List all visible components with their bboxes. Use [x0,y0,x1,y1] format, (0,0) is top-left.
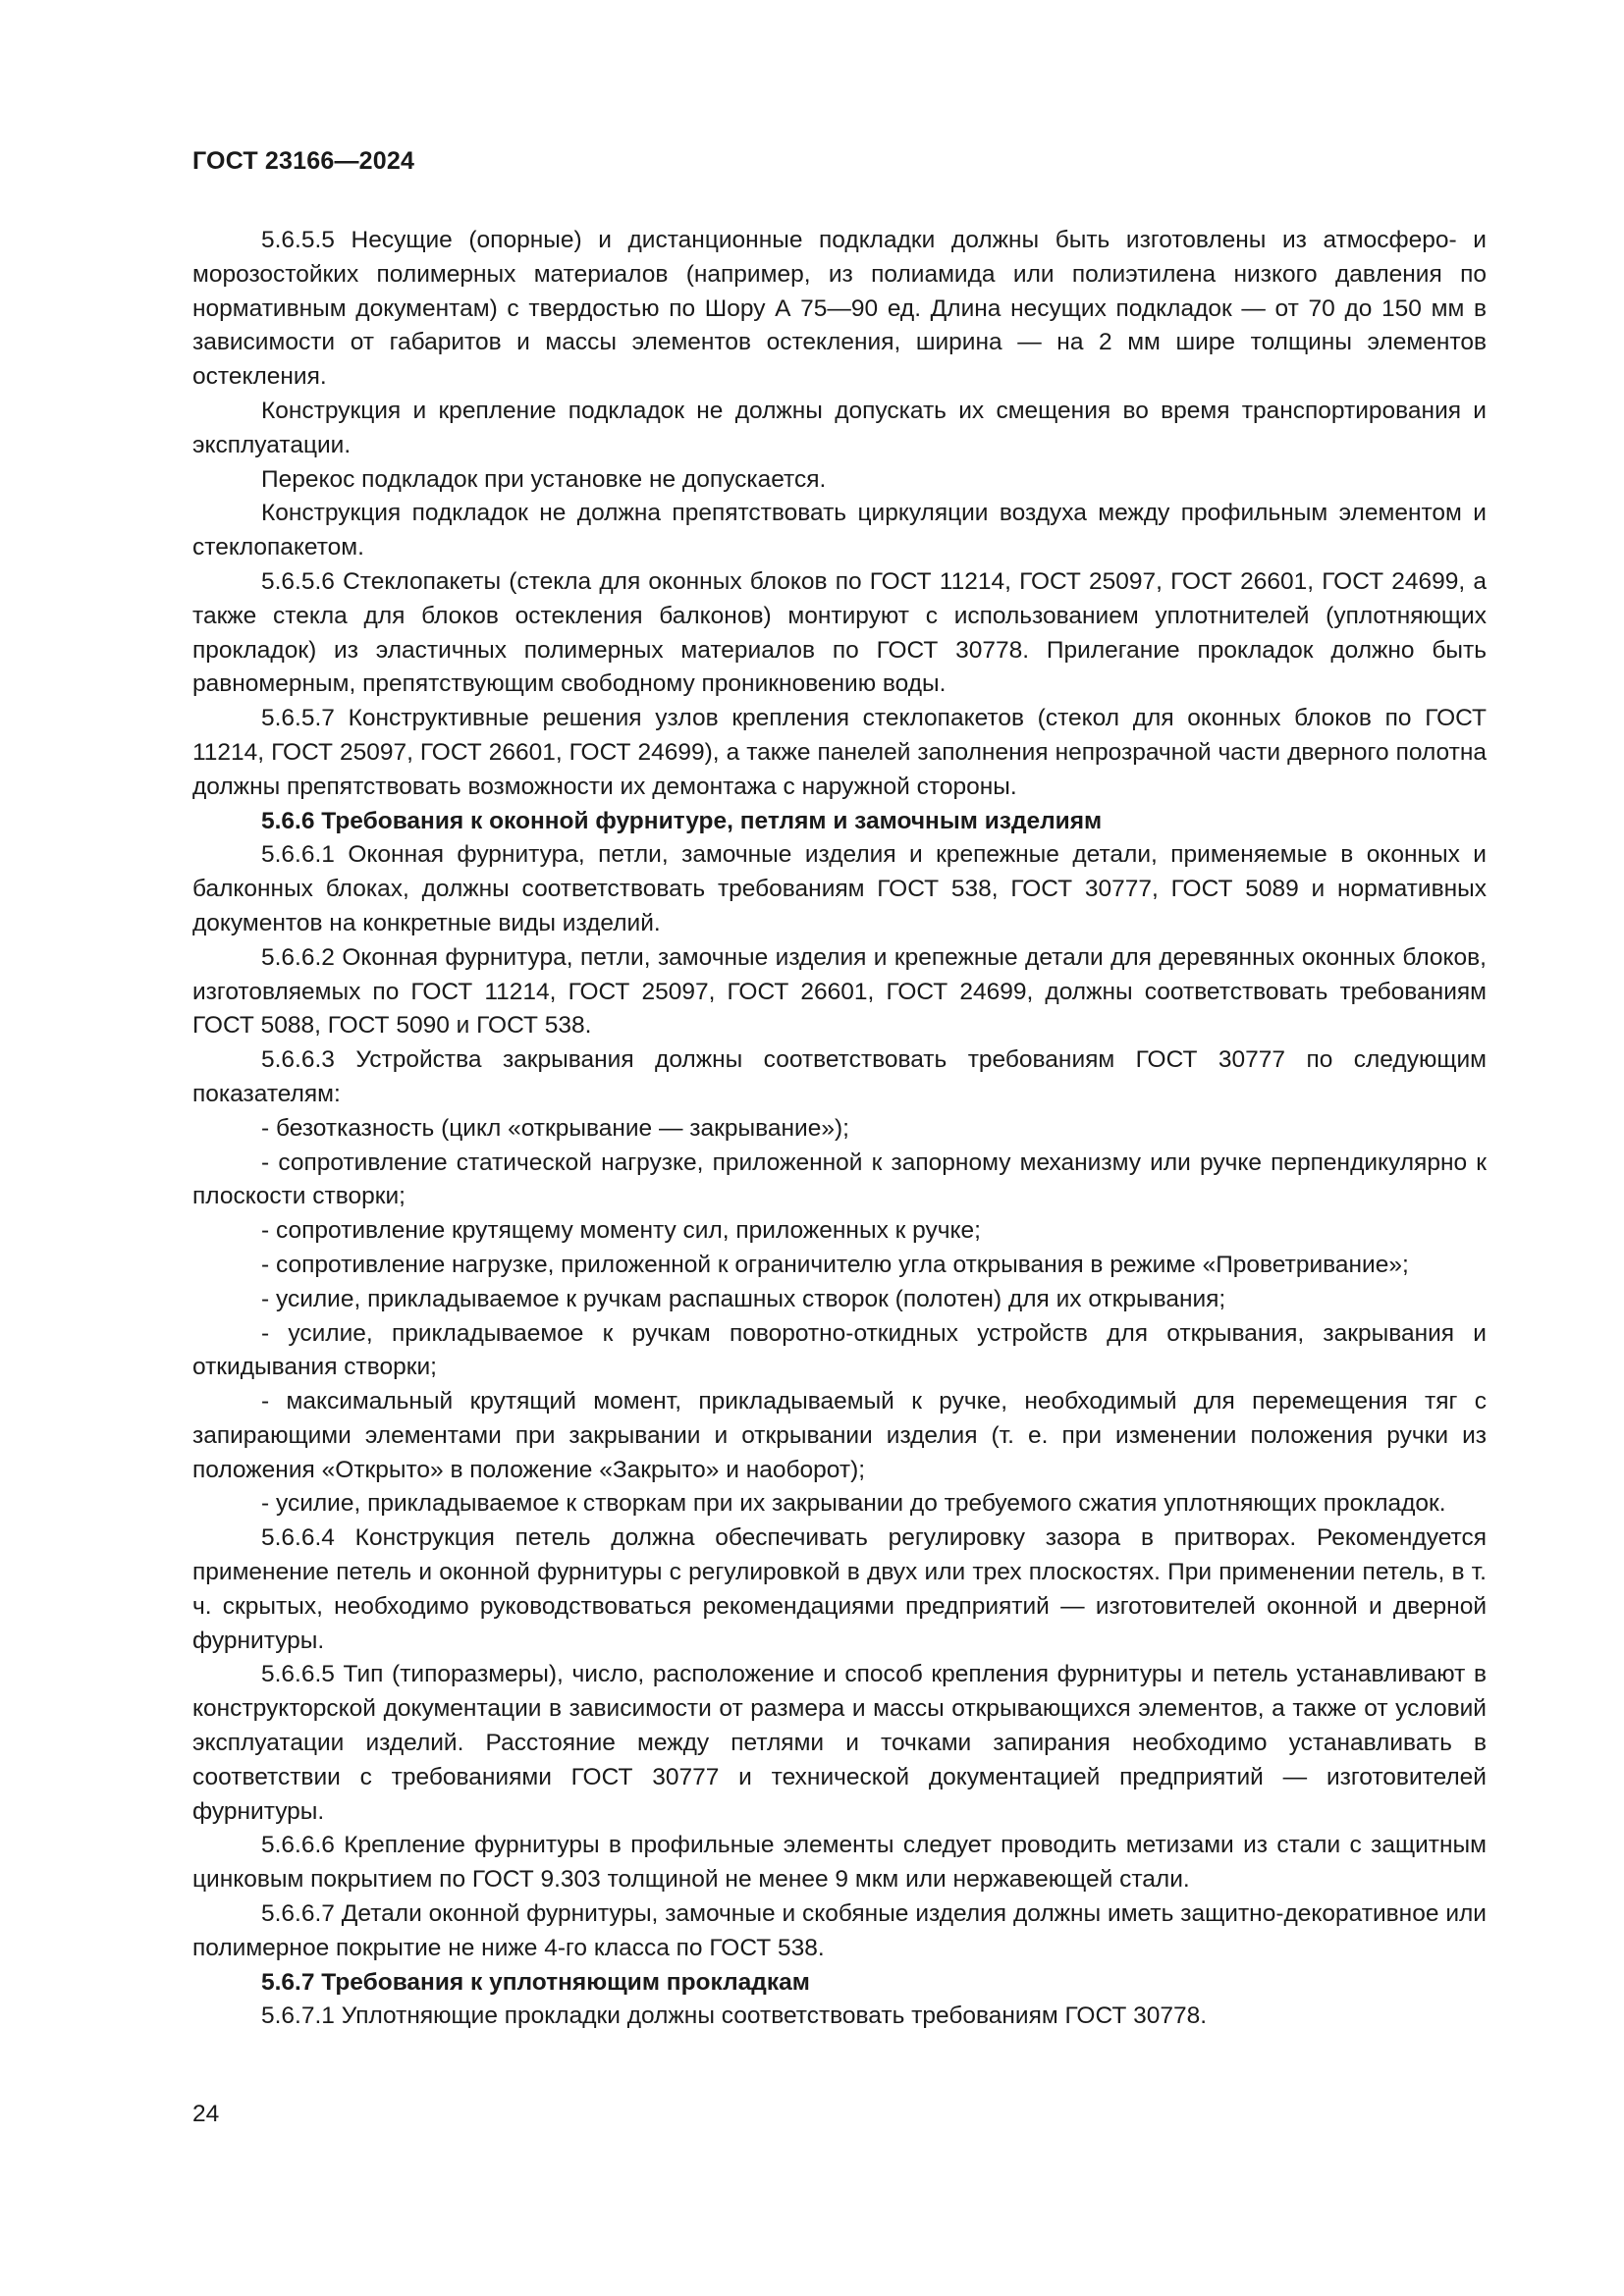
list-item: - сопротивление статической нагрузке, приложенной к запорному механизму или ручке перпендикулярно к плоскости створки; [192,1148,1487,1210]
paragraph-support-skew: Перекос подкладок при установке не допускается. [261,465,827,493]
paragraph-5-6-6-4: 5.6.6.4 Конструкция петель должна обеспечивать регулировку зазора в притворах. Рекомендуется применение петель и оконной фурнитуры с регулировкой в двух или трех плоскостях. При применении петель, в т. ч. скрытых, необходимо руководствоваться рекомендациями предприятий — изготовителей оконной и дверной фурнитуры. [192,1524,1487,1654]
paragraph-5-6-5-7: 5.6.5.7 Конструктивные решения узлов крепления стеклопакетов (стекол для оконных блоков по ГОСТ 11214, ГОСТ 25097, ГОСТ 26601, ГОСТ 24699), а также панелей заполнения непрозрачной части дверного полотна должны препятствовать возможности их демонтажа с наружной стороны. [192,705,1487,800]
list-item: - сопротивление крутящему моменту сил, приложенных к ручке; [261,1217,981,1245]
document-body [192,224,1487,2034]
paragraph-5-6-6-3: 5.6.6.3 Устройства закрывания должны соответствовать требованиям ГОСТ 30777 по следующим показателям: [192,1046,1487,1107]
list-item: - максимальный крутящий момент, прикладываемый к ручке, необходимый для перемещения тяг с запирающими элементами при закрывании и открывании изделия (т. е. при изменении положения ручки из положения «Открыто» в положение «Закрыто» и наоборот); [192,1388,1487,1483]
paragraph-5-6-7-1: 5.6.7.1 Уплотняющие прокладки должны соответствовать требованиям ГОСТ 30778. [261,2002,1208,2030]
list-item: - усилие, прикладываемое к ручкам распашных створок (полотен) для их открывания; [261,1285,1226,1312]
page-number: 24 [192,2101,220,2127]
list-item: - усилие, прикладываемое к ручкам поворотно-откидных устройств для открывания, закрывания и откидывания створки; [192,1319,1487,1381]
paragraph-support-fixing: Конструкция и крепление подкладок не должны допускать их смещения во время транспортирования и эксплуатации. [192,397,1487,458]
paragraph-5-6-6-1: 5.6.6.1 Оконная фурнитура, петли, замочные изделия и крепежные детали, применяемые в оконных и балконных блоках, должны соответствовать требованиям ГОСТ 538, ГОСТ 30777, ГОСТ 5089 и нормативных документов на конкретные виды изделий. [192,841,1487,936]
paragraph-5-6-6-2: 5.6.6.2 Оконная фурнитура, петли, замочные изделия и крепежные детали для деревянных оконных блоков, изготовляемых по ГОСТ 11214, ГОСТ 25097, ГОСТ 26601, ГОСТ 24699, должны соответствовать требованиям ГОСТ 5088, ГОСТ 5090 и ГОСТ 538. [192,943,1487,1040]
section-heading-5-6-7: 5.6.7 Требования к уплотняющим прокладкам [261,1968,810,1996]
section-heading-5-6-6: 5.6.6 Требования к оконной фурнитуре, петлям и замочным изделиям [261,807,1103,834]
paragraph-5-6-6-6: 5.6.6.6 Крепление фурнитуры в профильные элементы следует проводить метизами из стали с защитным цинковым покрытием по ГОСТ 9.303 толщиной не менее 9 мкм или нержавеющей стали. [192,1832,1487,1894]
paragraph-5-6-5-5: 5.6.5.5 Несущие (опорные) и дистанционные подкладки должны быть изготовлены из атмосферо- и морозостойких полимерных материалов (например, из полиамида или полиэтилена низкого давления по нормативным документам) с твердостью по Шору А 75—90 ед. Длина несущих подкладок — от 70 до 150 мм в зависимости от габаритов и массы элементов остекления, ширина — на 2 мм шире толщины элементов остекления. [192,227,1487,391]
list-item: - безотказность (цикл «открывание — закрывание»); [261,1114,849,1142]
list-item: - усилие, прикладываемое к створкам при их закрывании до требуемого сжатия уплотняющих прокладок. [261,1490,1446,1518]
list-item: - сопротивление нагрузке, приложенной к ограничителю угла открывания в режиме «Проветривание»; [261,1251,1409,1278]
paragraph-5-6-6-7: 5.6.6.7 Детали оконной фурнитуры, замочные и скобяные изделия должны иметь защитно-декоративное или полимерное покрытие не ниже 4-го класса по ГОСТ 538. [192,1900,1487,1961]
paragraph-support-air: Конструкция подкладок не должна препятствовать циркуляции воздуха между профильным элементом и стеклопакетом. [192,500,1487,561]
paragraph-5-6-5-6: 5.6.5.6 Стеклопакеты (стекла для оконных блоков по ГОСТ 11214, ГОСТ 25097, ГОСТ 26601, ГОСТ 24699, а также стекла для блоков остекления балконов) монтируют с использованием уплотнителей (уплотняющих прокладок) из эластичных полимерных материалов по ГОСТ 30778. Прилегание прокладок должно быть равномерным, препятствующим свободному проникновению воды. [192,567,1487,698]
paragraph-5-6-6-5: 5.6.6.5 Тип (типоразмеры), число, расположение и способ крепления фурнитуры и петель устанавливают в конструкторской документации в зависимости от размера и массы открывающихся элементов, а также от условий эксплуатации изделий. Расстояние между петлями и точками запирания необходимо устанавливать в соответствии с требованиями ГОСТ 30777 и технической документацией предприятий — изготовителей фурнитуры. [192,1661,1487,1825]
document-header: ГОСТ 23166—2024 [192,147,415,175]
